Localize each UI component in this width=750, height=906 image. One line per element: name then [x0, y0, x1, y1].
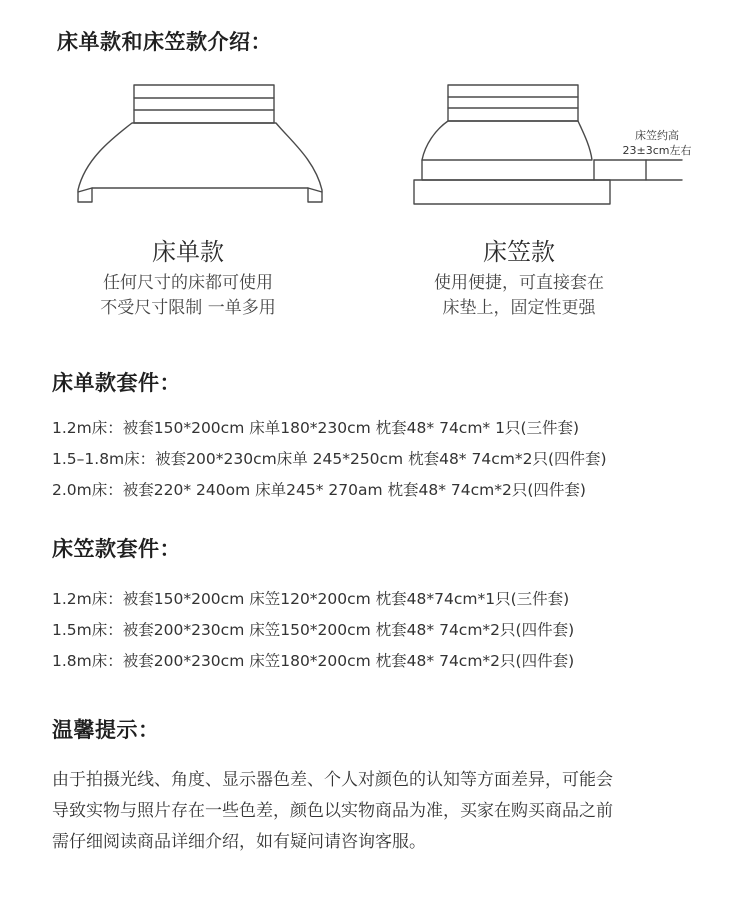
flat-sheet-desc-line: 任何尺寸的床都可使用 — [103, 273, 273, 293]
fitted-height-note-line2: 23±3cm左右 — [622, 144, 692, 157]
fitted-height-note-line1: 床笠约高 — [635, 129, 679, 142]
fitted-sheet-type-desc — [389, 271, 649, 321]
flat-sheet-type-name: 床单款 — [152, 238, 224, 266]
flat-sheet-bed-illustration — [70, 80, 330, 215]
fitted-set-line: 1.5m床：被套200*230cm 床笠150*200cm 枕套48* 74cm*2只(四件套) — [52, 621, 575, 639]
fitted-sets-heading: 床笠款套件： — [52, 537, 181, 561]
sheet-set-line: 1.2m床：被套150*200cm 床单180*230cm 枕套48* 74cm* 1只(三件套) — [52, 419, 580, 437]
tips-line: 由于拍摄光线、角度、显示器色差、个人对颜色的认知等方面差异，可能会 — [52, 770, 613, 790]
sheet-set-line: 2.0m床：被套220* 240om 床单245* 270am 枕套48* 74cm*2只(四件套) — [52, 481, 586, 499]
flat-sheet-type-desc — [58, 271, 318, 321]
fitted-height-note — [612, 128, 702, 158]
sheet-sets-heading: 床单款套件： — [52, 371, 181, 395]
fitted-set-line: 1.2m床：被套150*200cm 床笠120*200cm 枕套48*74cm*1只(三件套) — [52, 590, 570, 608]
flat-sheet-desc-line: 不受尺寸限制 一单多用 — [100, 298, 276, 318]
fitted-sheet-desc-line: 使用便捷，可直接套在 — [434, 273, 604, 293]
tips-line: 导致实物与照片存在一些色差，颜色以实物商品为准，买家在购买商品之前 — [52, 801, 613, 821]
fitted-set-line: 1.8m床：被套200*230cm 床笠180*200cm 枕套48* 74cm*2只(四件套) — [52, 652, 575, 670]
intro-heading: 床单款和床笠款介绍： — [57, 30, 272, 54]
tips-line: 需仔细阅读商品详细介绍，如有疑问请咨询客服。 — [52, 832, 426, 852]
tips-body — [52, 765, 692, 858]
fitted-sheet-desc-line: 床垫上，固定性更强 — [442, 298, 596, 318]
fitted-sheet-type-name: 床笠款 — [483, 238, 555, 266]
tips-heading: 温馨提示： — [52, 718, 160, 742]
sheet-set-line: 1.5–1.8m床：被套200*230cm床单 245*250cm 枕套48* 74cm*2只(四件套) — [52, 450, 607, 468]
